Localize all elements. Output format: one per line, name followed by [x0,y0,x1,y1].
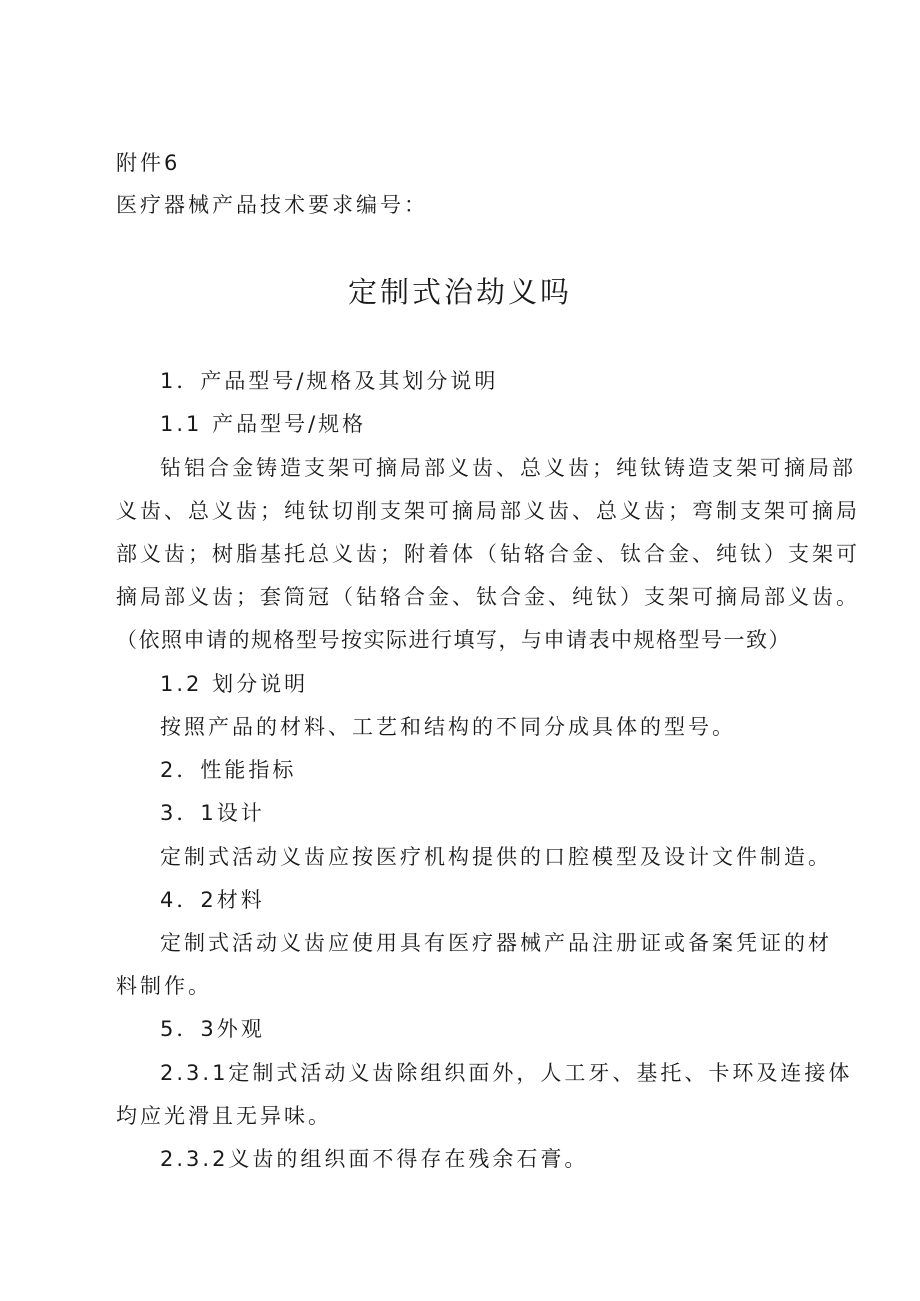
paragraph-line: 部义齿；树脂基托总义齿；附着体（钻辂合金、钛合金、纯钛）支架可 [116,542,860,566]
section-1-heading: 1．产品型号/规格及其划分说明 [160,369,499,393]
paragraph-line: 均应光滑且无异味。 [116,1104,332,1128]
paragraph-line: 2.3.1定制式活动义齿除组织面外，人工牙、基托、卡环及连接体 [160,1061,853,1085]
product-code-label: 医疗器械产品技术要求编号： [116,193,428,217]
section-2-heading: 2．性能指标 [160,758,297,782]
section-1-1-heading: 1.1 产品型号/规格 [160,412,367,436]
section-3-heading: 3．1设计 [160,801,265,825]
paragraph-line: 钻铝合金铸造支架可摘局部义齿、总义齿；纯钛铸造支架可摘局部 [160,456,856,480]
paragraph-line: 2.3.2义齿的组织面不得存在残余石膏。 [160,1147,589,1171]
paragraph-line: 定制式活动义齿应按医疗机构提供的口腔模型及设计文件制造。 [160,845,832,869]
paragraph-line: 按照产品的材料、工艺和结构的不同分成具体的型号。 [160,715,736,739]
paragraph-line: 义齿、总义齿；纯钛切削支架可摘局部义齿、总义齿；弯制支架可摘局 [116,499,860,523]
paragraph-line: 料制作。 [116,974,212,998]
section-4-heading: 4．2材料 [160,888,265,912]
fill-in-note: （依照申请的规格型号按实际进行填写，与申请表中规格型号一致） [116,628,791,652]
section-1-2-heading: 1.2 划分说明 [160,672,309,696]
document-title: 定制式治劫义吗 [347,275,572,309]
attachment-label: 附件6 [116,151,181,175]
section-5-heading: 5．3外观 [160,1017,265,1041]
paragraph-line: 摘局部义齿；套筒冠（钻辂合金、钛合金、纯钛）支架可摘局部义齿。 [116,585,860,609]
paragraph-line: 定制式活动义齿应使用具有医疗器械产品注册证或备案凭证的材 [160,931,832,955]
